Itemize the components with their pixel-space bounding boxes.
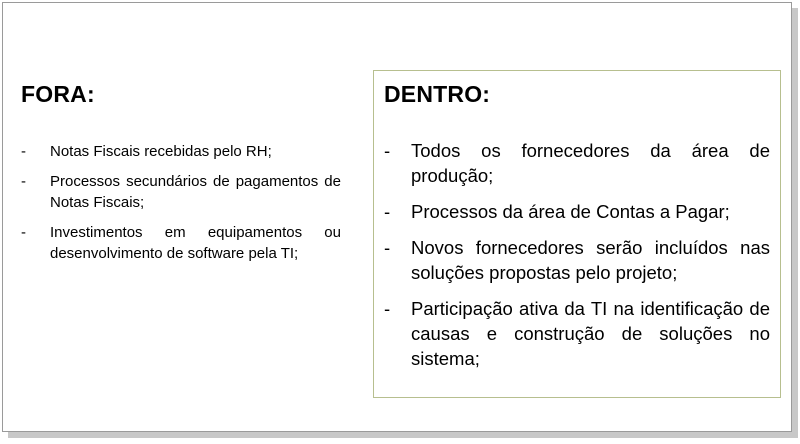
bullet-dash: - [384, 237, 391, 258]
bullet-dash: - [384, 298, 391, 319]
list-item-text: Notas Fiscais recebidas pelo RH; [50, 143, 272, 160]
list-item-text: Participação ativa da TI na identificação de causas e construção de soluções no sistema; [411, 298, 770, 369]
scope-in-heading: DENTRO: [384, 81, 491, 107]
list-item [384, 235, 770, 285]
scope-out-list [21, 141, 341, 264]
bullet-dash: - [21, 224, 26, 241]
bullet-dash: - [384, 201, 391, 222]
list-item-text: Novos fornecedores serão incluídos nas soluções propostas pelo projeto; [411, 237, 770, 283]
scope-out-heading: FORA: [21, 81, 95, 107]
scope-out-column [21, 73, 341, 273]
bullet-dash: - [384, 140, 391, 161]
list-item [384, 199, 770, 224]
list-item [21, 171, 341, 213]
list-item-text: Investimentos em equipamentos ou desenvolvimento de software pela TI; [50, 224, 341, 262]
bullet-dash: - [21, 173, 26, 190]
list-item [384, 296, 770, 371]
list-item-text: Processos secundários de pagamentos de Notas Fiscais; [50, 173, 341, 211]
scope-in-box [373, 70, 781, 398]
bullet-dash: - [21, 143, 26, 160]
list-item-text: Todos os fornecedores da área de produção; [411, 140, 770, 186]
list-item [384, 138, 770, 188]
list-item-text: Processos da área de Contas a Pagar; [411, 201, 730, 222]
list-item [21, 141, 341, 162]
list-item [21, 222, 341, 264]
slide-frame [2, 2, 792, 432]
scope-in-list [384, 138, 770, 371]
